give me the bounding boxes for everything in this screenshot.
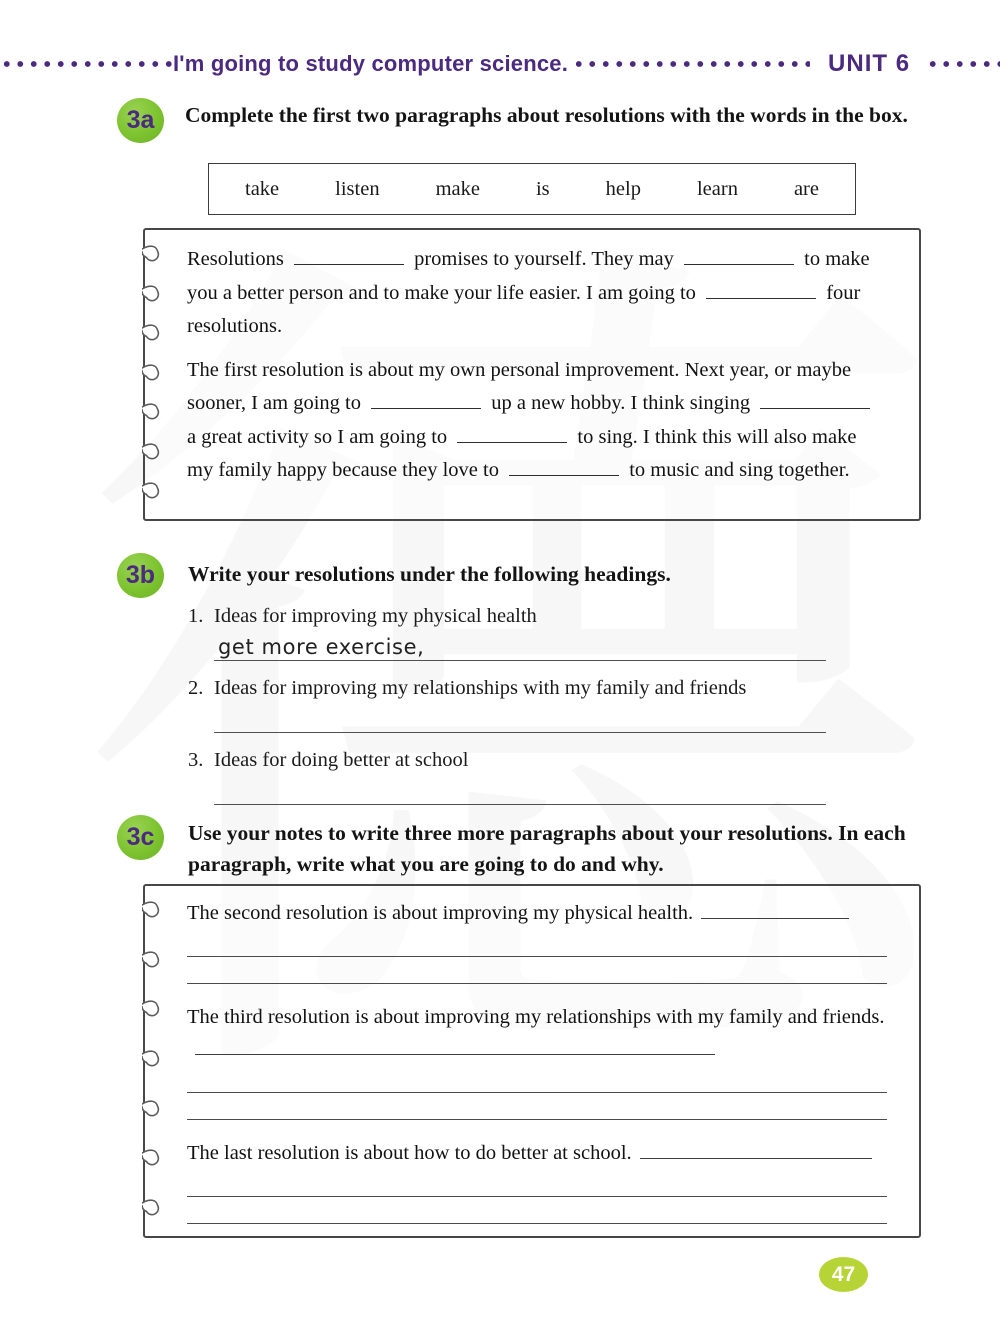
spiral-notch-icon [142,402,167,426]
fill-in-blank[interactable] [195,1042,715,1055]
exercise-badge-3a: 3a [117,98,164,143]
spiral-edge [142,244,168,505]
paragraph-starter: The last resolution is about how to do better at school. [187,1137,887,1169]
exercise-badge-3b: 3b [117,553,164,598]
spiral-notch-icon [142,1099,167,1123]
spiral-notch-icon [142,442,167,466]
dotted-divider [0,60,173,68]
spiral-edge [142,900,168,1222]
heading-item [188,601,826,631]
word-option: learn [696,177,738,200]
heading-item [188,673,826,703]
heading-text: Ideas for improving my relationships with my family and friends [214,677,747,699]
fill-in-blank[interactable] [509,461,619,476]
word-option: help [605,177,641,200]
spiral-notch-icon [142,363,167,387]
writing-line[interactable] [187,1197,887,1225]
writing-line[interactable] [187,1169,887,1197]
fill-in-blank[interactable] [760,394,870,409]
writing-line[interactable] [187,1093,887,1121]
page-number-badge: 47 [819,1257,868,1292]
resolution-paragraph [187,1137,887,1224]
instruction-3b: Write your resolutions under the following headings. [188,562,671,586]
spiral-notch-icon [142,323,167,347]
spiral-notch-icon [142,481,167,505]
fill-in-blank[interactable] [640,1146,872,1159]
instruction-3c: Use your notes to write three more paragraphs about your resolutions. In each paragraph, write what you are going to do and why. [188,821,906,876]
writing-line[interactable] [187,929,887,957]
gap-fill-paragraph: The first resolution is about my own personal improvement. Next year, or maybe sooner, I am going to up a new hobby. I think singing a great activity so I am going to to sing. I think this will also make my family happy because they love to to music and sing together. [187,354,885,488]
notebook-paper-3a [143,228,921,521]
writing-line[interactable] [187,1065,887,1093]
word-box [208,163,856,215]
unit-label: UNIT 6 [828,50,911,77]
resolution-paragraph [187,897,887,984]
item-number: 2. [188,677,204,699]
resolution-paragraph [187,1001,887,1120]
exercise-badge-3c: 3c [117,815,164,860]
fill-in-blank[interactable] [457,428,567,443]
paragraph-writing-area [187,897,887,1224]
fill-in-blank[interactable] [684,250,794,265]
headings-list [188,597,826,817]
spiral-notch-icon [142,950,167,974]
handwritten-answer: get more exercise, [218,634,425,659]
heading-text: Ideas for doing better at school [214,749,469,771]
paragraph-starter: The second resolution is about improving my physical health. [187,897,887,929]
fill-in-blank[interactable] [294,250,404,265]
spiral-notch-icon [142,284,167,308]
fill-in-blank[interactable] [706,284,816,299]
answer-line[interactable] [214,631,826,661]
spiral-notch-icon [142,999,167,1023]
spiral-notch-icon [142,244,167,268]
answer-line[interactable] [214,775,826,805]
word-option: take [245,177,280,200]
spiral-notch-icon [142,900,167,924]
fill-in-blank[interactable] [371,394,481,409]
spiral-notch-icon [142,1148,167,1172]
paragraph-starter: The third resolution is about improving my relationships with my family and friends. [187,1001,887,1065]
spiral-notch-icon [142,1198,167,1222]
unit-header [0,50,1000,78]
fill-in-blank[interactable] [701,906,849,919]
word-option: is [535,177,550,200]
item-number: 3. [188,749,204,771]
word-option: make [435,177,480,200]
heading-text: Ideas for improving my physical health [214,605,537,627]
heading-item [188,745,826,775]
item-number: 1. [188,605,204,627]
dotted-divider [926,60,1000,68]
instruction-3a: Complete the first two paragraphs about resolutions with the words in the box. [185,103,908,127]
dotted-divider [572,60,810,68]
writing-line[interactable] [187,957,887,985]
spiral-notch-icon [142,1049,167,1073]
lesson-title: I'm going to study computer science. [173,51,569,76]
gap-fill-paragraph: Resolutions promises to yourself. They may to make you a better person and to make your life easier. I am going to four resolutions. [187,248,870,337]
word-option: are [793,177,819,200]
word-option: listen [335,177,380,200]
answer-line[interactable] [214,703,826,733]
notebook-paper-3c [143,884,921,1238]
